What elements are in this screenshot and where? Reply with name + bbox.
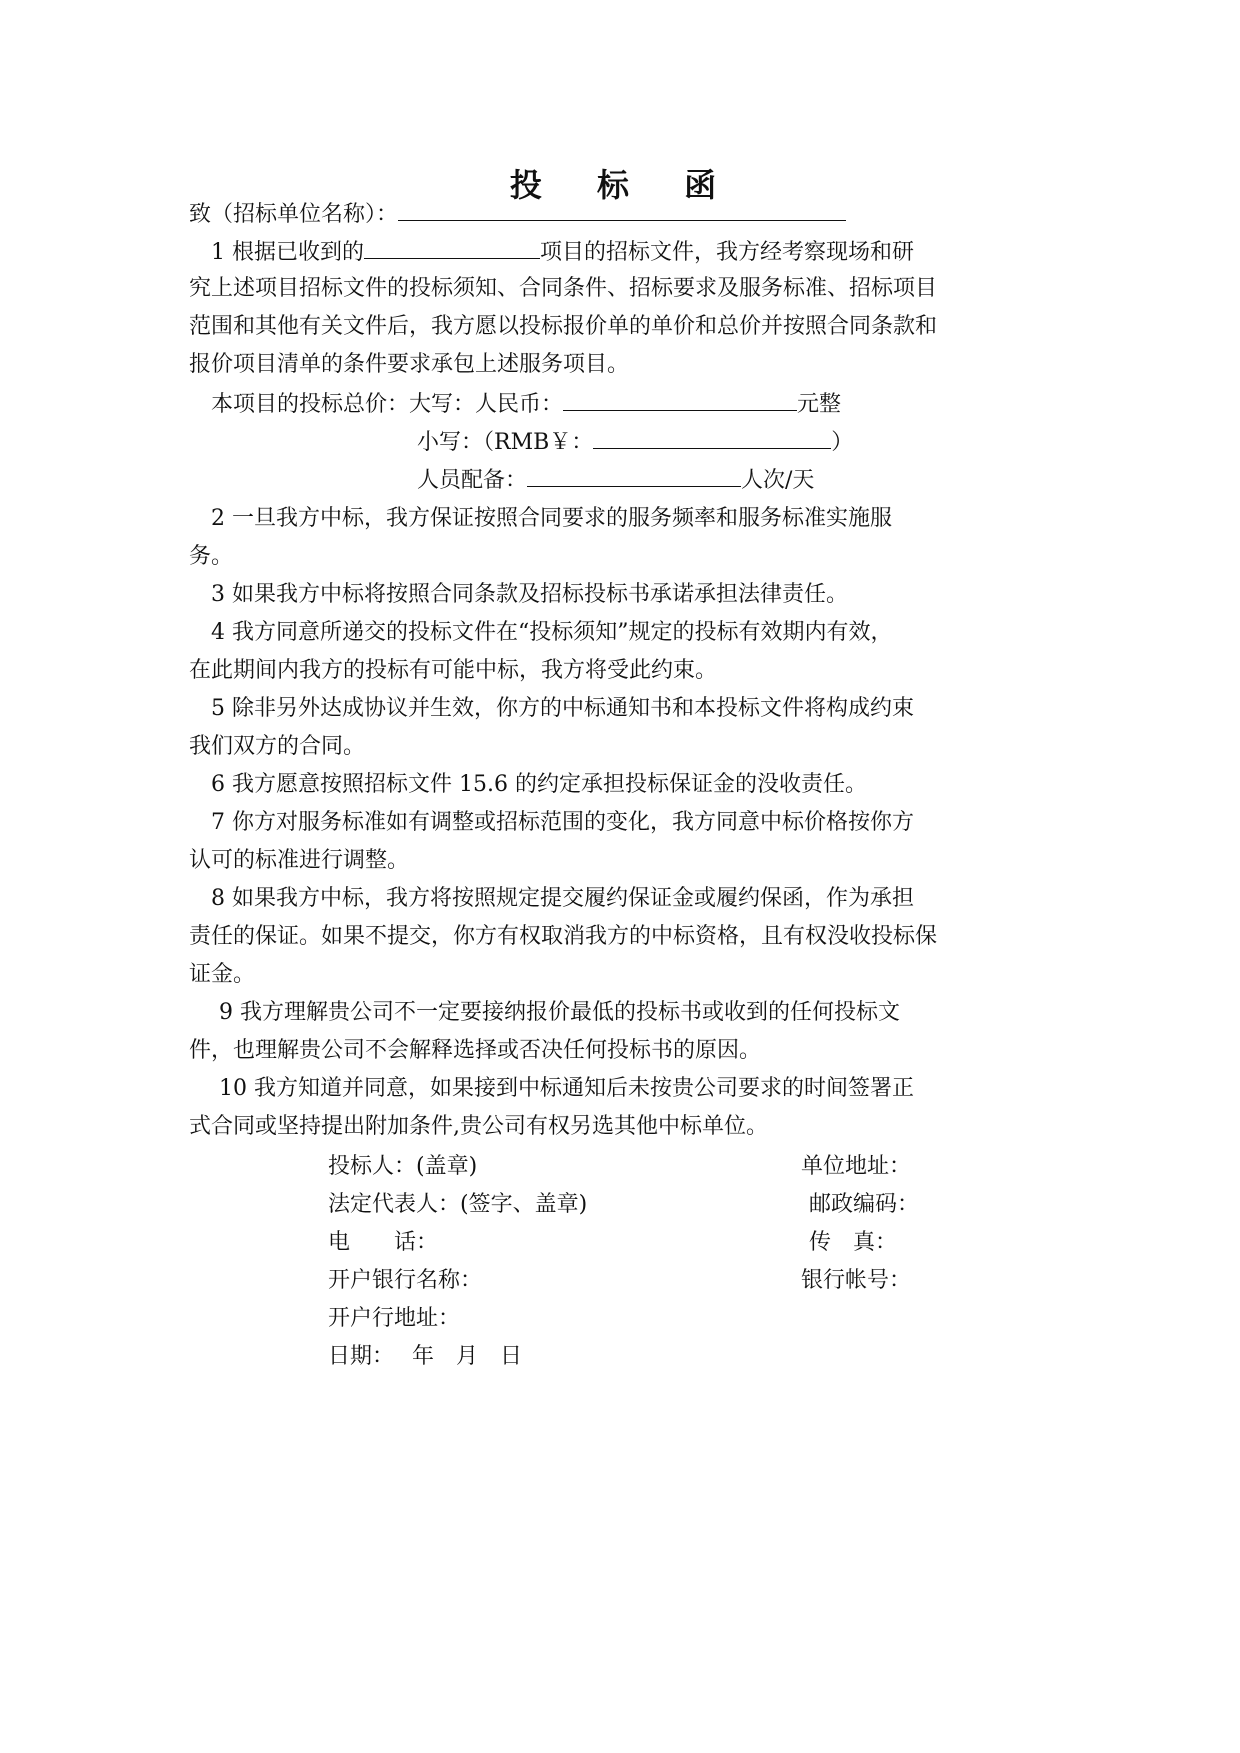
phone-label: 电 话： (328, 1230, 439, 1255)
p10-line-1: 10 我方知道并同意，如果接到中标通知后未按贵公司要求的时间签署正 (219, 1076, 914, 1101)
bank-address-label: 开户行地址： (328, 1306, 461, 1331)
p2-line-1: 2 一旦我方中标，我方保证按照合同要求的服务频率和服务标准实施服 (211, 506, 892, 531)
bank-account-label: 银行帐号： (801, 1268, 912, 1293)
postcode-label: 邮政编码： (809, 1192, 920, 1217)
p3-line-1: 3 如果我方中标将按照合同条款及招标投标书承诺承担法律责任。 (211, 582, 848, 607)
price-small-label: 小写：（RMB￥： (417, 430, 594, 455)
legal-rep-label: 法定代表人：(签字、盖章) (328, 1192, 588, 1217)
fax-label: 传 真： (809, 1230, 898, 1255)
p4-line-2: 在此期间内我方的投标有可能中标，我方将受此约束。 (189, 658, 718, 683)
company-address-label: 单位地址： (801, 1154, 912, 1179)
bank-name-label: 开户银行名称： (328, 1268, 483, 1293)
staff-line (417, 464, 814, 496)
p7-line-2: 认可的标准进行调整。 (189, 848, 410, 873)
date-label: 日期： 年 月 日 (328, 1344, 522, 1369)
price-small-close: ） (831, 430, 854, 455)
p8-line-2: 责任的保证。如果不提交，你方有权取消我方的中标资格，且有权没收投标保 (189, 924, 938, 949)
price-small-line (417, 426, 853, 458)
addressee-line (189, 198, 846, 230)
p1-text-a: 1 根据已收到的 (211, 240, 364, 265)
price-capital-line (211, 388, 841, 420)
p2-line-2: 务。 (189, 544, 234, 569)
p4-line-1: 4 我方同意所递交的投标文件在“投标须知”规定的投标有效期内有效， (211, 620, 893, 645)
p1-line-1 (211, 236, 914, 268)
addressee-blank (398, 198, 846, 221)
p9-line-2: 件，也理解贵公司不会解释选择或否决任何投标书的原因。 (189, 1038, 762, 1063)
price-small-blank (593, 426, 831, 449)
p7-line-1: 7 你方对服务标准如有调整或招标范围的变化，我方同意中标价格按你方 (211, 810, 914, 835)
p8-line-3: 证金。 (189, 962, 256, 987)
p1-line-4: 报价项目清单的条件要求承包上述服务项目。 (189, 352, 630, 377)
document-title: 投 标 函 (509, 166, 739, 204)
p5-line-2: 我们双方的合同。 (189, 734, 366, 759)
p10-line-2: 式合同或坚持提出附加条件,贵公司有权另选其他中标单位。 (189, 1114, 768, 1139)
p8-line-1: 8 如果我方中标，我方将按照规定提交履约保证金或履约保函，作为承担 (211, 886, 914, 911)
p5-line-1: 5 除非另外达成协议并生效，你方的中标通知书和本投标文件将构成约束 (211, 696, 914, 721)
p1-line-2: 究上述项目招标文件的投标须知、合同条件、招标要求及服务标准、招标项目 (189, 276, 938, 301)
staff-unit: 人次/天 (741, 468, 815, 493)
p1-line-3: 范围和其他有关文件后，我方愿以投标报价单的单价和总价并按照合同条款和 (189, 314, 938, 339)
project-name-blank (364, 236, 540, 259)
staff-blank (527, 464, 741, 487)
bidder-seal-label: 投标人：(盖章) (328, 1154, 478, 1179)
p1-text-b: 项目的招标文件，我方经考察现场和研 (540, 240, 915, 265)
price-capital-label: 本项目的投标总价：大写：人民币： (211, 392, 564, 417)
staff-label: 人员配备： (417, 468, 528, 493)
price-capital-unit: 元整 (797, 392, 842, 417)
p9-line-1: 9 我方理解贵公司不一定要接纳报价最低的投标书或收到的任何投标文 (219, 1000, 900, 1025)
p6-line-1: 6 我方愿意按照招标文件 15.6 的约定承担投标保证金的没收责任。 (211, 772, 867, 797)
addressee-label: 致（招标单位名称）： (189, 202, 399, 227)
price-capital-blank (563, 388, 797, 411)
